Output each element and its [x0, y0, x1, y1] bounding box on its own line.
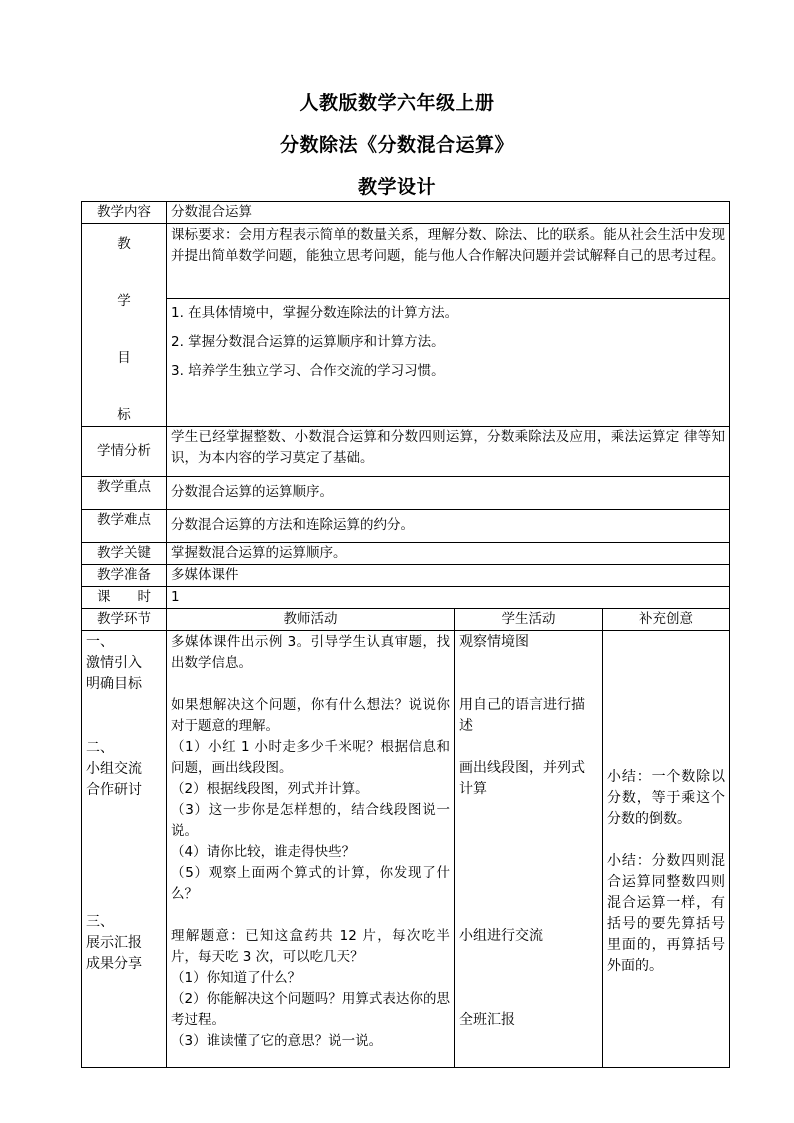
lesson-plan-table	[81, 201, 730, 1068]
content-value: 分数混合运算	[167, 202, 730, 224]
row-hours	[82, 587, 730, 609]
header-student: 学生活动	[455, 609, 603, 631]
process-body-row	[82, 631, 730, 1068]
teacher-step: （4）请你比较，谁走得快些？	[171, 844, 356, 860]
teacher-step: （2）根据线段图，列式并计算。	[171, 781, 369, 797]
header-stage: 教学环节	[82, 609, 167, 631]
analysis-label: 学情分析	[82, 427, 167, 477]
stage-1	[86, 632, 162, 695]
teacher-intro: 多媒体课件出示例 3。引导学生认真审题，找出数学信息。	[171, 634, 450, 671]
student-item: 小组进行交流	[459, 928, 543, 944]
teacher-step: （2）你能解决这个问题吗？用算式表达你的思考过程。	[171, 991, 450, 1028]
doc-title: 人教版数学六年级上册	[299, 92, 495, 114]
row-analysis	[82, 427, 730, 477]
row-difficult	[82, 510, 730, 543]
process-header-row	[82, 609, 730, 631]
stage-1-num: 一、	[86, 634, 114, 650]
goal-label	[82, 224, 167, 427]
prep-label: 教学准备	[82, 565, 167, 587]
crux-label: 教学关键	[82, 543, 167, 565]
header-teacher: 教师活动	[167, 609, 455, 631]
stage-column	[82, 631, 167, 1068]
crux-value: 掌握数混合运算的运算顺序。	[167, 543, 730, 565]
hours-value: 1	[167, 587, 730, 609]
student-activities	[455, 631, 603, 1068]
objective-item: 1. 在具体情境中，掌握分数连除法的计算方法。	[171, 305, 459, 322]
teacher-step: （1）你知道了什么？	[171, 970, 302, 986]
row-content	[82, 202, 730, 224]
teacher-activities	[167, 631, 455, 1068]
student-item: 用自己的语言进行描述	[459, 697, 585, 734]
objective-item: 2. 掌握分数混合运算的运算顺序和计算方法。	[171, 334, 445, 351]
goal-char-1: 教	[117, 236, 131, 252]
student-item: 全班汇报	[459, 1012, 515, 1028]
objective-item: 3. 培养学生独立学习、合作交流的学习习惯。	[171, 363, 445, 380]
stage-2-title-b: 合作研讨	[86, 782, 142, 798]
teacher-step: （1）小红 1 小时走多少千米呢？根据信息和问题，画出线段图。	[171, 739, 450, 776]
prep-value: 多媒体课件	[167, 565, 730, 587]
row-curriculum	[82, 224, 730, 299]
row-crux	[82, 543, 730, 565]
curriculum-text: 课标要求：会用方程表示简单的数量关系，理解分数、除法、比的联系。能从社会生活中发现并提出简单数学问题，能独立思考问题，能与他人合作解决问题并尝试解释自己的思考过程。	[167, 224, 730, 299]
student-item: 观察情境图	[459, 634, 529, 650]
hours-label: 课 时	[82, 587, 167, 609]
goal-char-4: 标	[117, 407, 131, 423]
content-label: 教学内容	[82, 202, 167, 224]
row-key	[82, 477, 730, 510]
goal-char-2: 学	[117, 293, 131, 309]
teacher-step: （3）谁读懂了它的意思？说一说。	[171, 1033, 383, 1049]
row-prep	[82, 565, 730, 587]
stage-3	[86, 912, 162, 975]
stage-3-title-b: 成果分享	[86, 956, 142, 972]
difficult-value: 分数混合运算的方法和连除运算的约分。	[167, 510, 730, 543]
stage-2	[86, 738, 162, 801]
stage-3-title-a: 展示汇报	[86, 935, 142, 951]
teacher-problem: 理解题意：已知这盒药共 12 片，每次吃半片，每天吃 3 次，可以吃几天？	[171, 928, 450, 965]
stage-2-num: 二、	[86, 740, 114, 756]
note-summary-1: 小结：一个数除以分数，等于乘这个分数的倒数。	[607, 769, 725, 827]
header-notes: 补充创意	[603, 609, 730, 631]
doc-subtitle: 分数除法《分数混合运算》	[279, 134, 514, 156]
objectives-list	[167, 299, 730, 427]
key-value: 分数混合运算的运算顺序。	[167, 477, 730, 510]
note-summary-2: 小结：分数四则混合运算同整数四则混合运算一样，有括号的要先算括号里面的，再算括号外面的。	[607, 853, 725, 974]
analysis-value: 学生已经掌握整数、小数混合运算和分数四则运算，分数乘除法及应用，乘法运算定 律等知识，为本内容的学习莫定了基础。	[167, 427, 730, 477]
difficult-label: 教学难点	[82, 510, 167, 543]
teacher-step: （3）这一步你是怎样想的，结合线段图说一说。	[171, 802, 450, 839]
doc-heading: 教学设计	[357, 176, 436, 198]
stage-2-title-a: 小组交流	[86, 761, 142, 777]
key-label: 教学重点	[82, 477, 167, 510]
stage-1-title-a: 激情引入	[86, 655, 142, 671]
stage-3-num: 三、	[86, 914, 114, 930]
goal-char-3: 目	[117, 350, 131, 366]
stage-1-title-b: 明确目标	[86, 676, 142, 692]
notes-column	[603, 631, 730, 1068]
teacher-question: 如果想解决这个问题，你有什么想法？说说你对于题意的理解。	[171, 697, 450, 734]
row-objectives	[82, 299, 730, 427]
student-item: 画出线段图，并列式计算	[459, 760, 585, 797]
teacher-step: （5）观察上面两个算式的计算，你发现了什么？	[171, 865, 450, 902]
